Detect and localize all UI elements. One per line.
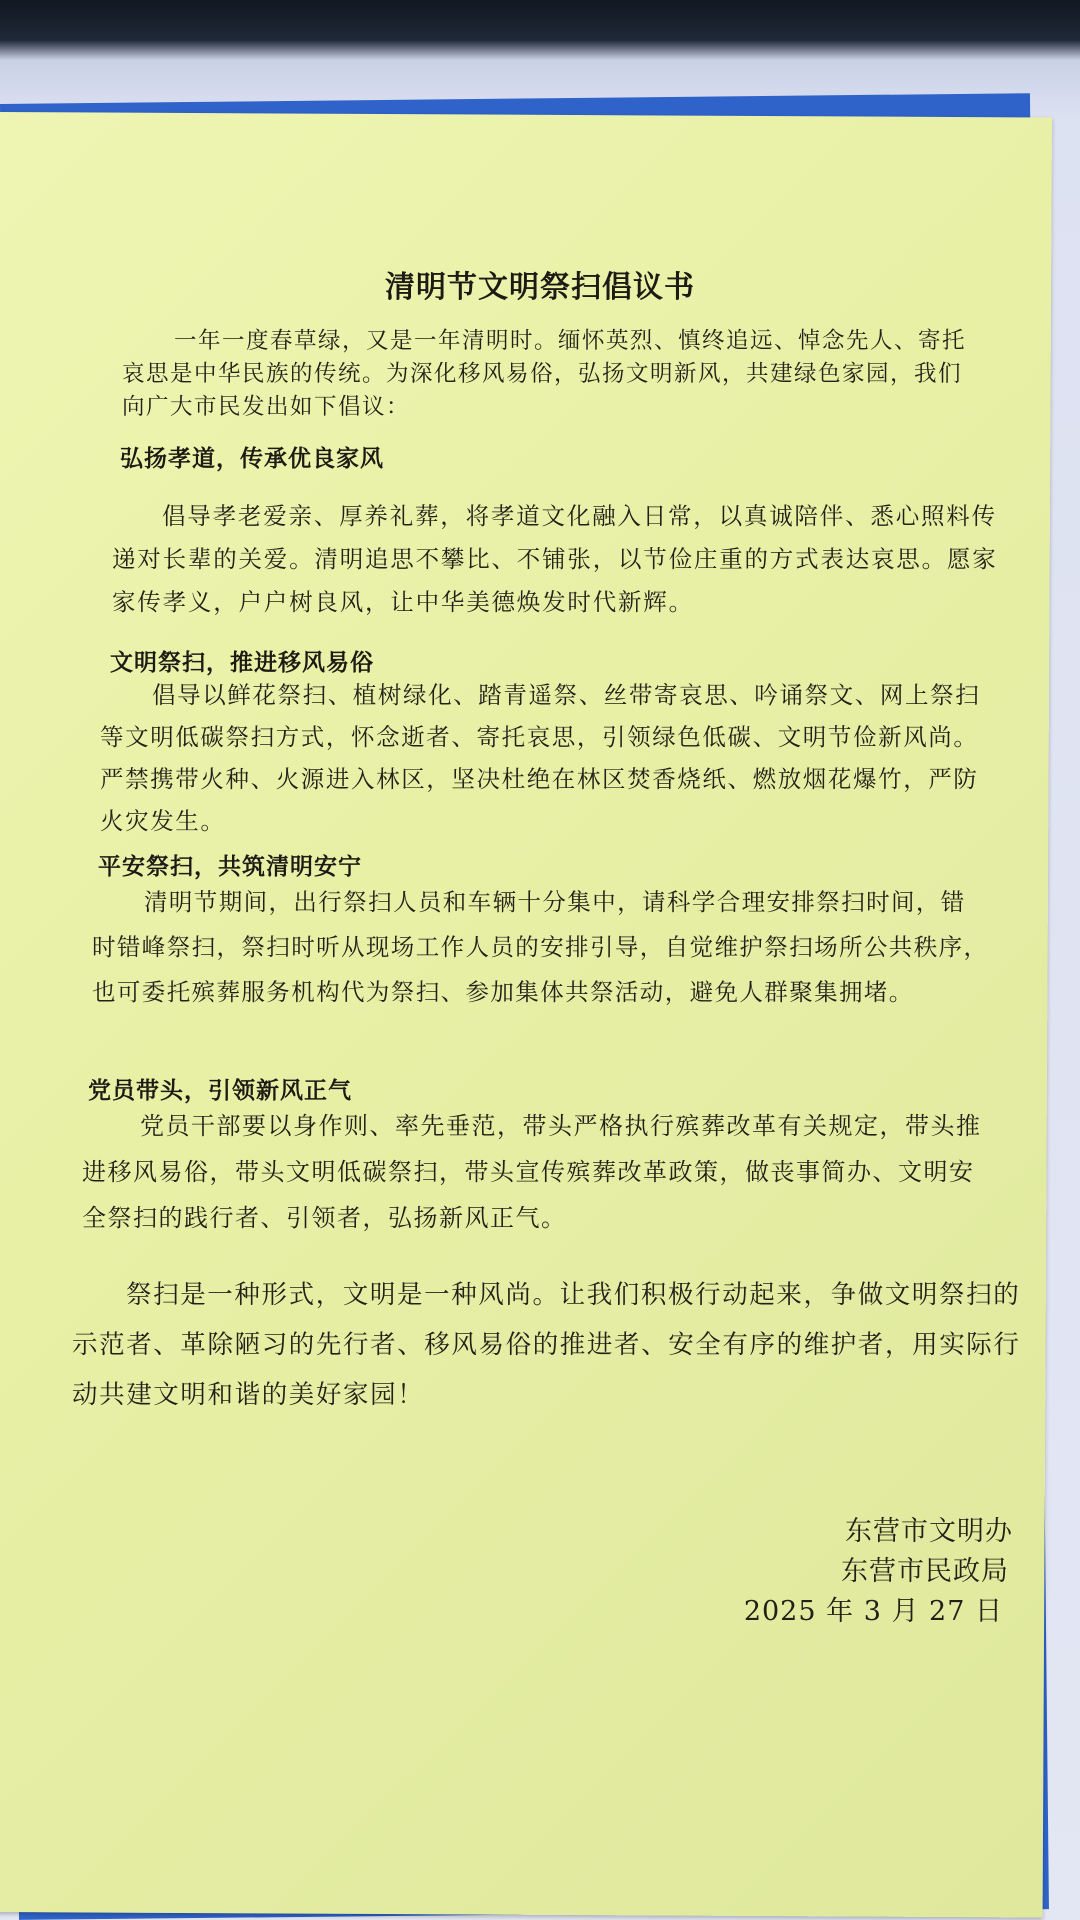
section-line: 火灾发生。 — [100, 807, 226, 835]
signature-block — [744, 1512, 1025, 1632]
intro-paragraph — [122, 325, 966, 424]
closing-paragraph — [72, 1270, 1021, 1420]
section-line: 党员干部要以身作则、率先垂范，带头严格执行殡葬改革有关规定，带头推 — [140, 1112, 982, 1140]
section-line: 也可委托殡葬服务机构代为祭扫、参加集体共祭活动，避免人群聚集拥堵。 — [92, 978, 914, 1006]
section-line: 严禁携带火种、火源进入林区，坚决杜绝在林区焚香烧纸、燃放烟花爆竹，严防 — [100, 765, 979, 793]
closing-line: 示范者、革除陋习的先行者、移风易俗的推进者、安全有序的维护者，用实际行 — [72, 1330, 1021, 1360]
section-line: 递对长辈的关爱。清明追思不攀比、不铺张，以节俭庄重的方式表达哀思。愿家 — [112, 545, 998, 573]
section-paragraph — [112, 495, 998, 624]
document-title: 清明节文明祭扫倡议书 — [385, 270, 695, 305]
closing-line: 祭扫是一种形式，文明是一种风尚。让我们积极行动起来，争做文明祭扫的 — [126, 1280, 1021, 1310]
signature-date: 2025 年 3 月 27 日 — [743, 1596, 1003, 1627]
signature-org-2: 东营市民政局 — [841, 1556, 1009, 1587]
section-line: 倡导孝老爱亲、厚养礼葬，将孝道文化融入日常，以真诚陪伴、悉心照料传 — [162, 502, 997, 530]
section-heading: 平安祭扫，共筑清明安宁 — [98, 854, 362, 880]
section-line: 全祭扫的践行者、引领者，弘扬新风正气。 — [82, 1204, 567, 1232]
section-line: 等文明低碳祭扫方式，怀念逝者、寄托哀思，引领绿色低碳、文明节俭新风尚。 — [100, 723, 979, 751]
section-heading: 党员带头，引领新风正气 — [88, 1078, 352, 1104]
section-line: 进移风易俗，带头文明低碳祭扫，带头宣传殡葬改革政策，做丧事简办、文明安 — [82, 1158, 975, 1186]
section-paragraph — [100, 674, 980, 842]
section-paragraph — [82, 1103, 982, 1241]
intro-line: 向广大市民发出如下倡议： — [122, 394, 411, 420]
signature-org-1: 东营市文明办 — [845, 1516, 1013, 1547]
section-line: 清明节期间，出行祭扫人员和车辆十分集中，请科学合理安排祭扫时间，错 — [144, 888, 966, 916]
closing-line: 动共建文明和谐的美好家园！ — [72, 1380, 425, 1410]
section-heading: 文明祭扫，推进移风易俗 — [110, 650, 374, 676]
section-line: 倡导以鲜花祭扫、植树绿化、踏青遥祭、丝带寄哀思、吟诵祭文、网上祭扫 — [152, 681, 981, 709]
section-paragraph — [92, 880, 988, 1015]
section-line: 家传孝义，户户树良风，让中华美德焕发时代新辉。 — [112, 588, 694, 616]
intro-line: 一年一度春草绿，又是一年清明时。缅怀英烈、慎终追远、悼念先人、寄托 — [174, 328, 967, 354]
section-heading: 弘扬孝道，传承优良家风 — [120, 446, 384, 472]
section-line: 时错峰祭扫，祭扫时听从现场工作人员的安排引导，自觉维护祭扫场所公共秩序， — [92, 933, 989, 961]
intro-line: 哀思是中华民族的传统。为深化移风易俗，弘扬文明新风，共建绿色家园，我们 — [122, 361, 963, 387]
